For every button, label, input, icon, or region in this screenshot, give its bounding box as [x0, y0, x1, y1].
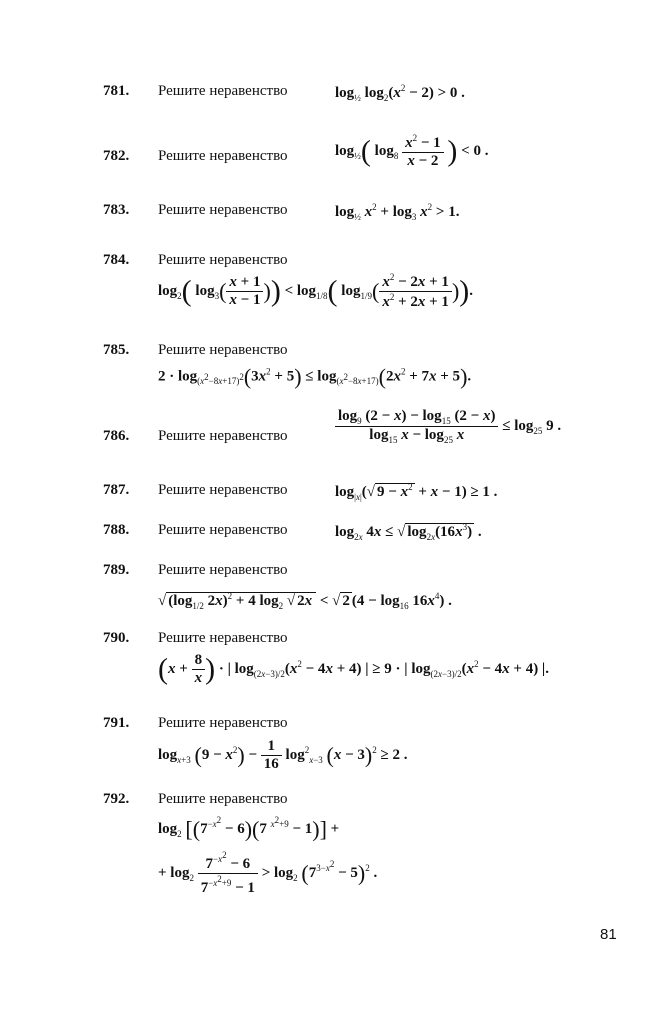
problem-lead-783: Решите неравенство — [158, 202, 288, 218]
problem-number-791: 791. — [103, 715, 130, 731]
formula-790: (x + $\frac{8}{x}$ ) · | $\log_{(2x-3)/2}(x^2 - 4x + 4)$ | ≥ 9 · | $\log_{(2x-3)/2}(x^2 - 4x + 4)$ |. — [158, 652, 549, 686]
formula-785: $2 \cdot \log_{(x^2-8x+17)^2}(3x^2 + 5) \le \log_{(x^2-8x+17)}(2x^2 + 7x + 5)$. — [158, 364, 472, 389]
problem-lead-782: Решите неравенство — [158, 148, 288, 164]
problem-lead-786: Решите неравенство — [158, 428, 288, 444]
formula-789: √ ($\log_{1/2}$ 2x)$^2$ + 4 $\log_2$ √ 2x < √ 2 $(4 - \log_{16} 16x^4)$ . — [158, 591, 452, 611]
problem-lead-790: Решите неравенство — [158, 630, 288, 646]
formula-784: $\log_2$( $\log_3$( $\frac{x + 1}{x - 1}$ )) < $\log_{1/8}$( $\log_{1/9}$( $\frac{x^2 - 2x + 1}{x^2 + 2x + 1}$ )). — [158, 272, 474, 310]
problem-lead-792: Решите неравенство — [158, 791, 288, 807]
formula-782: $\log_{\frac{1}{2}}$( $\log_8$ $\frac{x^2 - 1}{x - 2}$ ) < 0 . — [335, 133, 489, 169]
problem-lead-789: Решите неравенство — [158, 562, 288, 578]
problem-number-789: 789. — [103, 562, 130, 578]
problem-number-784: 784. — [103, 252, 130, 268]
problem-number-790: 790. — [103, 630, 130, 646]
formula-792-line-1: $\log_2 [(7^{-x^2} - 6)(7$ $^{x^2+9}$ − 1)] + — [158, 815, 340, 842]
problem-number-785: 785. — [103, 342, 130, 358]
problem-number-781: 781. — [103, 83, 130, 99]
formula-781: $\log_{\frac{1}{2}} \log_2(x^2 - 2) > 0$ . — [335, 83, 465, 103]
problem-number-787: 787. — [103, 482, 130, 498]
problem-number-782: 782. — [103, 148, 130, 164]
formula-787: $\log_{|x|}(√$ $9 - x^2 + x - 1) \ge 1$ . — [335, 482, 498, 502]
problem-number-792: 792. — [103, 791, 130, 807]
formula-783: $\log_{\frac{1}{2}} x^2 + \log_3 x^2 > 1$. — [335, 202, 460, 222]
page-number: 81 — [600, 926, 617, 943]
problem-lead-785: Решите неравенство — [158, 342, 288, 358]
formula-791: $\log_{x+3} (9 - x^2)$ − $\frac{1}{16}$ $\log^2_{x-3} (x - 3)^2 \ge 2$ . — [158, 738, 408, 772]
problem-number-788: 788. — [103, 522, 130, 538]
formula-788: $\log_{2x} 4x$ ≤ √ $\log_{2x}(16x^3)$ . — [335, 522, 482, 542]
problem-number-786: 786. — [103, 428, 130, 444]
formula-792-line-2: + $\log_2$ $\frac{7^{-x^2} - 6}{7^{-x^2+9} - 1}$ > $\log_2 (7^{3-x^2} - 5)^2$ . — [158, 850, 378, 896]
problem-lead-788: Решите неравенство — [158, 522, 288, 538]
problem-lead-781: Решите неравенство — [158, 83, 288, 99]
problem-lead-791: Решите неравенство — [158, 715, 288, 731]
problem-number-783: 783. — [103, 202, 130, 218]
formula-786: $\frac{\log_9 (2 - x) - \log_{15} (2 - x)}{\log_{15} x - \log_{25} x}$ ≤ $\log_{25} 9$ . — [335, 408, 561, 445]
problem-lead-784: Решите неравенство — [158, 252, 288, 268]
problem-lead-787: Решите неравенство — [158, 482, 288, 498]
